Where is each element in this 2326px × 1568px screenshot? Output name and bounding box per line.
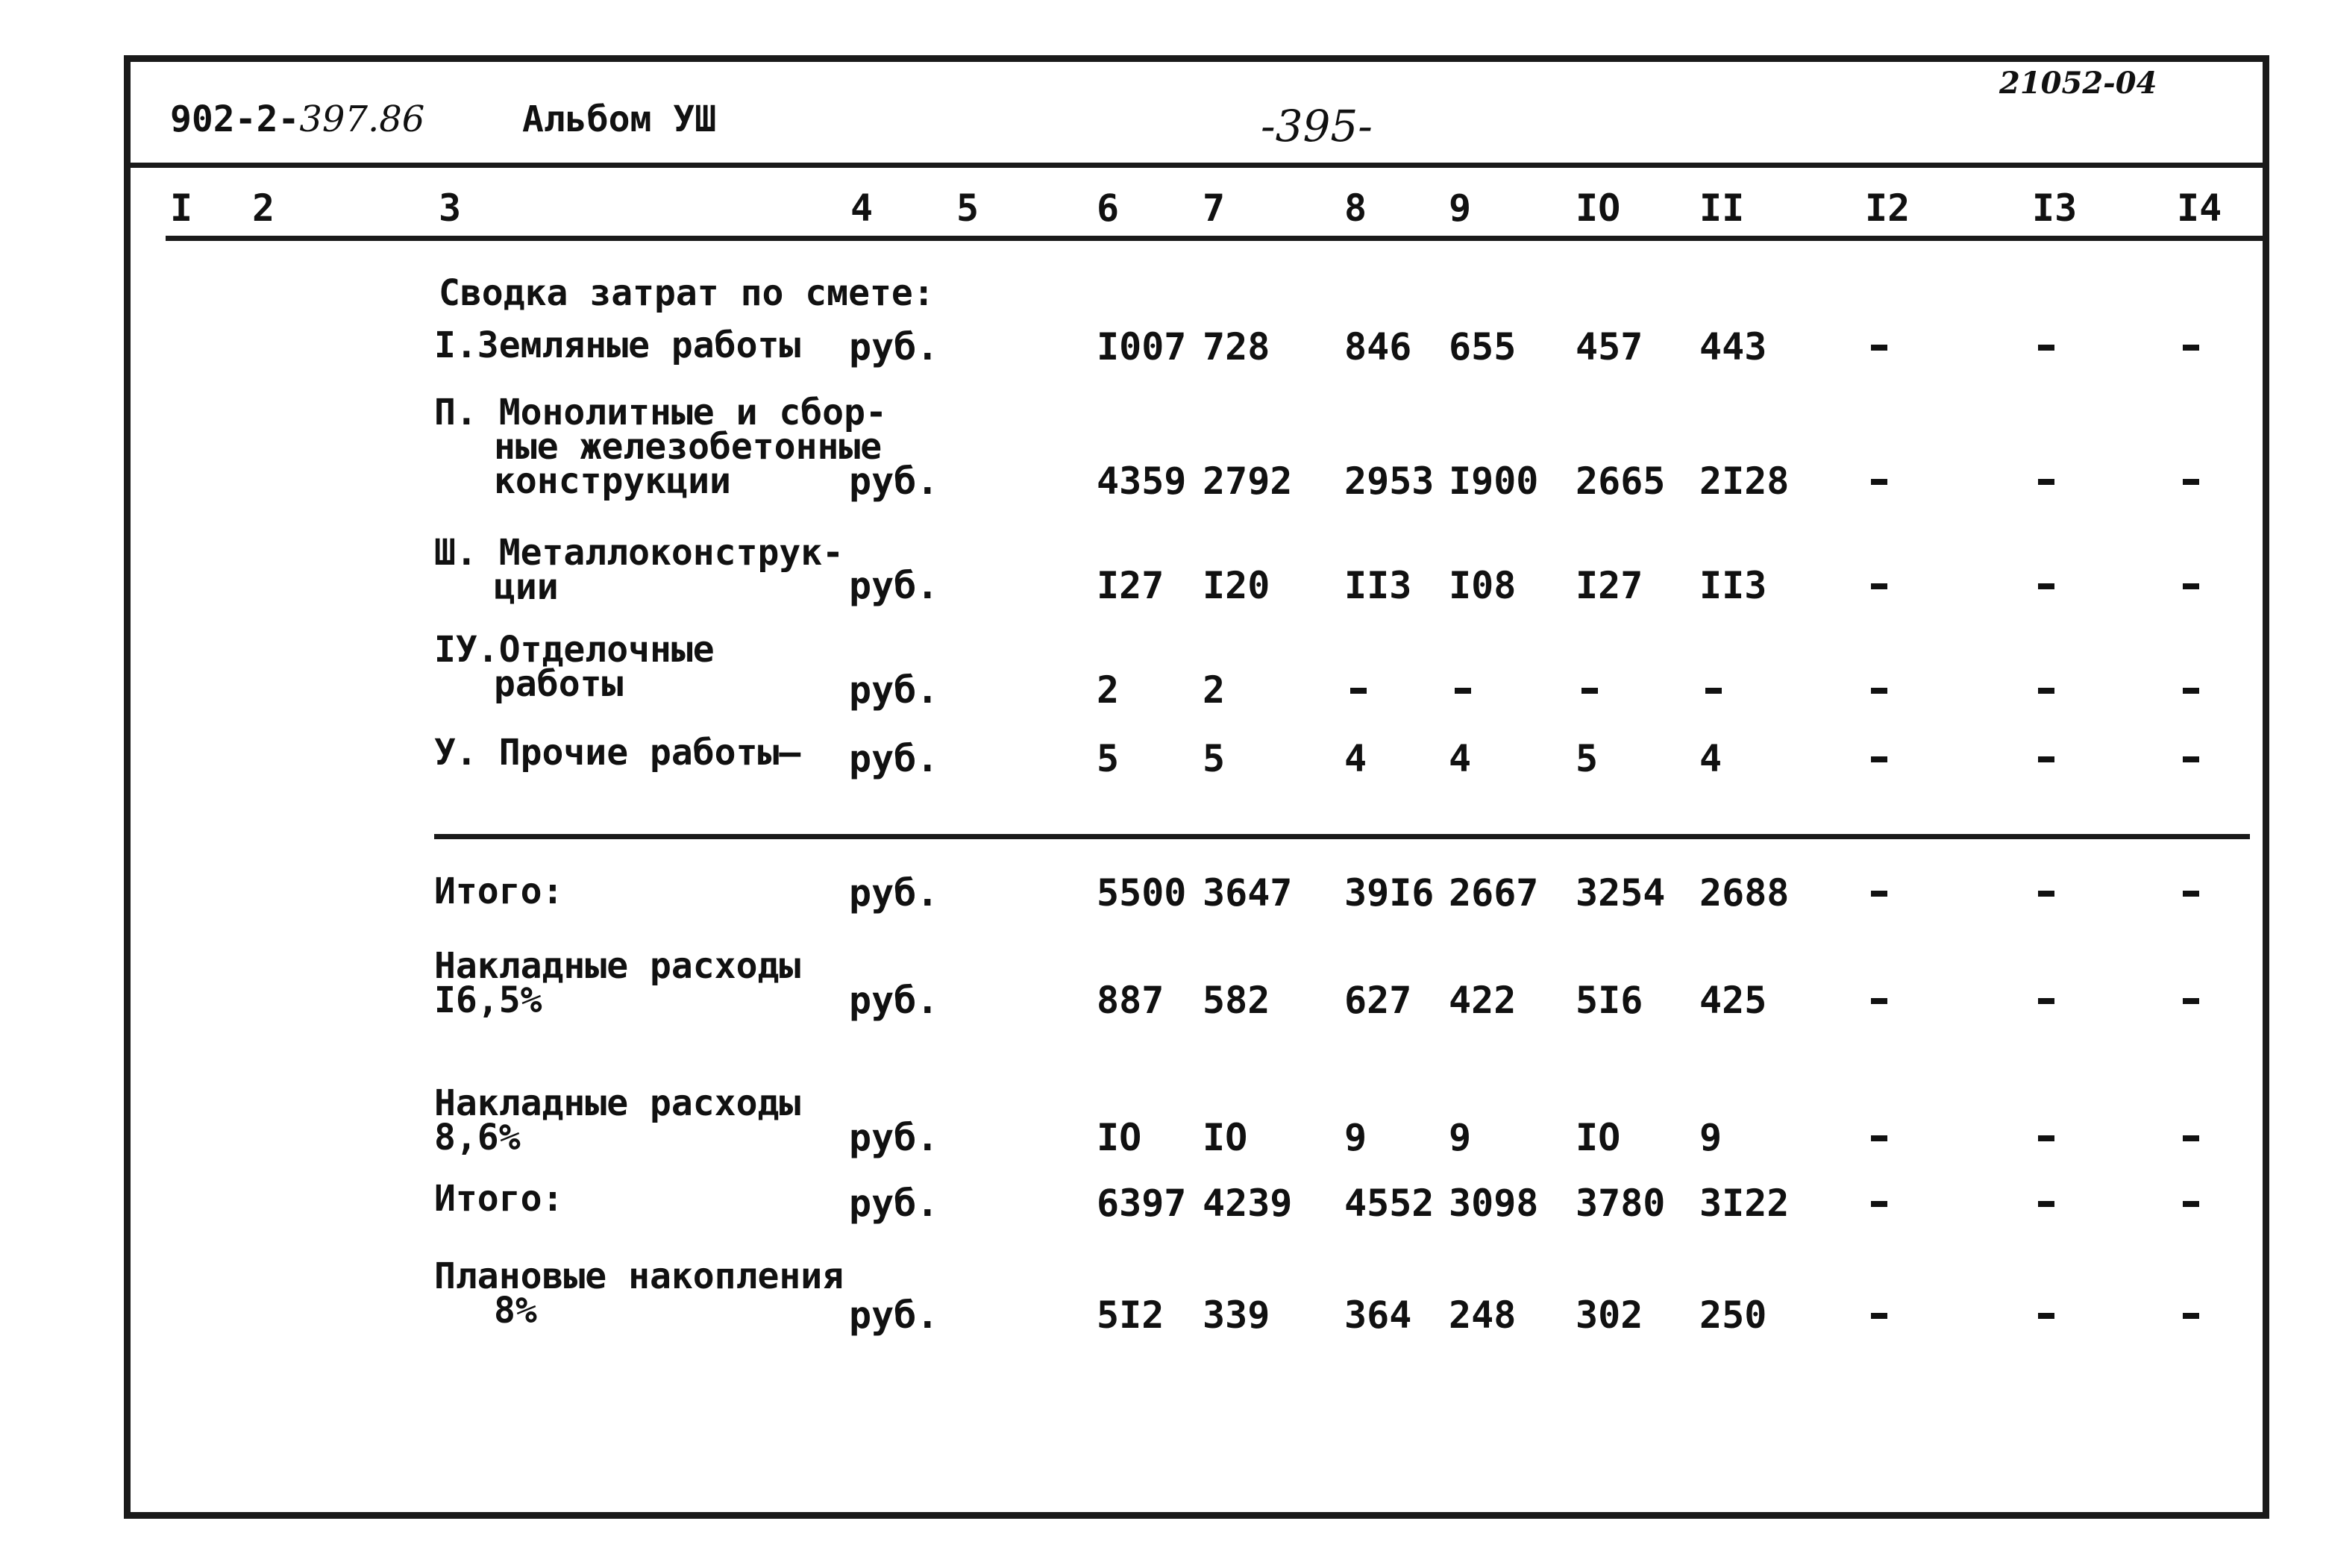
row-value-dash (2183, 345, 2199, 351)
row-value: 3098 (1449, 1182, 1539, 1225)
column-number: I3 (2032, 186, 2078, 230)
row-value: 2667 (1449, 871, 1539, 915)
summary-title: Сводка затрат по смете: (439, 272, 935, 314)
row-value: 582 (1203, 979, 1270, 1022)
column-number: II (1699, 186, 1745, 230)
row-label (434, 1178, 564, 1220)
row-value: 3647 (1203, 871, 1293, 915)
row-value: I20 (1203, 564, 1270, 607)
row-label (434, 1082, 801, 1158)
row-value: 5 (1097, 737, 1120, 780)
row-value-dash (2038, 345, 2054, 351)
row-label-line: У. Прочие работы— (434, 732, 801, 774)
row-value: I007 (1097, 325, 1187, 369)
row-value-dash (2038, 1135, 2054, 1141)
row-value: I08 (1449, 564, 1517, 607)
row-value-dash (1871, 1201, 1887, 1207)
row-value-dash (2038, 1201, 2054, 1207)
row-value: 422 (1449, 979, 1517, 1022)
row-value: 302 (1576, 1293, 1643, 1337)
row-value: 4 (1699, 737, 1722, 780)
column-number: I4 (2177, 186, 2222, 230)
column-number: 4 (850, 186, 874, 230)
row-value-dash (1871, 891, 1887, 897)
row-value: 4 (1449, 737, 1472, 780)
row-value: 2I28 (1699, 460, 1790, 503)
row-value: 5I6 (1576, 979, 1643, 1022)
row-value-dash (2183, 891, 2199, 897)
row-unit: руб. (849, 460, 939, 503)
row-value: 2688 (1699, 871, 1790, 915)
row-value: 2792 (1203, 460, 1293, 503)
row-label-line: Ш. Металлоконструк- (434, 532, 844, 574)
row-value: 846 (1344, 325, 1412, 369)
row-value: 5 (1203, 737, 1226, 780)
row-label-line: 8,6% (434, 1117, 521, 1158)
row-value: 2665 (1576, 460, 1666, 503)
row-value: 4552 (1344, 1182, 1435, 1225)
row-value: 4239 (1203, 1182, 1293, 1225)
row-value-dash (1871, 756, 1887, 762)
row-label (434, 629, 715, 705)
row-value-dash (2038, 688, 2054, 694)
row-value: IO (1097, 1116, 1142, 1159)
row-value: 339 (1203, 1293, 1270, 1337)
row-value-dash (2183, 756, 2199, 762)
row-label-line: конструкции (494, 460, 731, 502)
row-label-line: I6,5% (434, 979, 542, 1021)
document-code (170, 98, 425, 140)
row-label-line: Накладные расходы (434, 945, 801, 987)
column-number: 7 (1203, 186, 1226, 230)
row-value-dash (2183, 1201, 2199, 1207)
row-value-dash (2183, 1313, 2199, 1319)
row-value: 5500 (1097, 871, 1187, 915)
row-label-line: 8% (494, 1290, 537, 1332)
row-value: 4359 (1097, 460, 1187, 503)
row-label (434, 392, 887, 502)
row-unit: руб. (849, 564, 939, 607)
row-unit: руб. (849, 668, 939, 712)
row-value-dash (2038, 583, 2054, 589)
row-value: 5 (1576, 737, 1599, 780)
row-value: 2953 (1344, 460, 1435, 503)
column-number: I (170, 186, 193, 230)
row-value: 728 (1203, 325, 1270, 369)
row-value-dash (1705, 688, 1722, 694)
row-label-line: Итого: (434, 871, 564, 912)
row-value-dash (2038, 998, 2054, 1004)
column-number: I2 (1865, 186, 1910, 230)
row-label (434, 871, 564, 912)
row-unit: руб. (849, 871, 939, 915)
row-value: 887 (1097, 979, 1164, 1022)
row-value: 9 (1344, 1116, 1367, 1159)
row-value: II3 (1699, 564, 1767, 607)
row-value-dash (1871, 479, 1887, 485)
row-value-dash (2038, 479, 2054, 485)
row-value: 248 (1449, 1293, 1517, 1337)
row-value: 250 (1699, 1293, 1767, 1337)
row-value: I900 (1449, 460, 1539, 503)
row-value-dash (1350, 688, 1367, 694)
column-number: 6 (1097, 186, 1120, 230)
row-value: I27 (1097, 564, 1164, 607)
row-value: 5I2 (1097, 1293, 1164, 1337)
row-value: IO (1576, 1116, 1621, 1159)
row-value: 655 (1449, 325, 1517, 369)
row-value-dash (1871, 998, 1887, 1004)
row-unit: руб. (849, 1116, 939, 1159)
row-label-line: IУ.Отделочные (434, 629, 715, 671)
row-label (434, 732, 801, 774)
row-label (434, 532, 844, 608)
row-value-dash (2038, 891, 2054, 897)
row-value: 3I22 (1699, 1182, 1790, 1225)
row-value-dash (1871, 688, 1887, 694)
row-value-dash (2183, 583, 2199, 589)
row-value: IO (1203, 1116, 1248, 1159)
column-number: 5 (956, 186, 979, 230)
row-label-line: I.Земляные работы (434, 324, 801, 366)
row-value: 3254 (1576, 871, 1666, 915)
column-number: 8 (1344, 186, 1367, 230)
row-value: I27 (1576, 564, 1643, 607)
row-label-line: работы (494, 663, 624, 705)
row-unit: руб. (849, 1293, 939, 1337)
row-value: 39I6 (1344, 871, 1435, 915)
row-unit: руб. (849, 1182, 939, 1225)
row-value: 627 (1344, 979, 1412, 1022)
row-value: 443 (1699, 325, 1767, 369)
row-label (434, 945, 801, 1021)
album-label: Альбом УШ (522, 98, 717, 140)
row-value: 364 (1344, 1293, 1412, 1337)
row-value-dash (2038, 756, 2054, 762)
row-label (434, 1255, 844, 1332)
row-value: 457 (1576, 325, 1643, 369)
document-code-prefix: 902-2- (170, 98, 300, 140)
row-value-dash (1582, 688, 1598, 694)
row-value: 425 (1699, 979, 1767, 1022)
row-value-dash (1871, 1135, 1887, 1141)
row-unit: руб. (849, 325, 939, 369)
row-value: II3 (1344, 564, 1412, 607)
row-value-dash (2183, 998, 2199, 1004)
row-value: 3780 (1576, 1182, 1666, 1225)
row-value-dash (1455, 688, 1471, 694)
row-value-dash (2183, 688, 2199, 694)
column-number: 3 (439, 186, 462, 230)
row-value-dash (1871, 583, 1887, 589)
row-value: 9 (1449, 1116, 1472, 1159)
row-label-line: Итого: (434, 1178, 564, 1220)
row-unit: руб. (849, 737, 939, 780)
row-value: 2 (1203, 668, 1226, 712)
row-value-dash (2183, 479, 2199, 485)
row-value: 9 (1699, 1116, 1722, 1159)
row-value-dash (1871, 1313, 1887, 1319)
row-label (434, 324, 801, 366)
row-label-line: ные железобетонные (494, 426, 883, 468)
column-number: 9 (1449, 186, 1472, 230)
subtotal-rule (434, 834, 2250, 839)
row-unit: руб. (849, 979, 939, 1022)
page-number: -395- (1261, 101, 1373, 151)
row-label-line: ции (494, 566, 559, 608)
row-label-line: Накладные расходы (434, 1082, 801, 1124)
row-value-dash (1871, 345, 1887, 351)
row-value-dash (2183, 1135, 2199, 1141)
row-value: 2 (1097, 668, 1120, 712)
header-rule (131, 163, 2263, 168)
document-code-handwritten: 397.86 (299, 98, 425, 140)
archive-stamp: 21052-04 (1999, 66, 2157, 101)
row-label-line: П. Монолитные и сбор- (434, 392, 887, 433)
row-value: 6397 (1097, 1182, 1187, 1225)
column-number: IO (1576, 186, 1621, 230)
column-header-rule (166, 236, 2263, 241)
row-value-dash (2038, 1313, 2054, 1319)
row-label-line: Плановые накопления (434, 1255, 844, 1297)
column-number: 2 (252, 186, 275, 230)
row-value: 4 (1344, 737, 1367, 780)
